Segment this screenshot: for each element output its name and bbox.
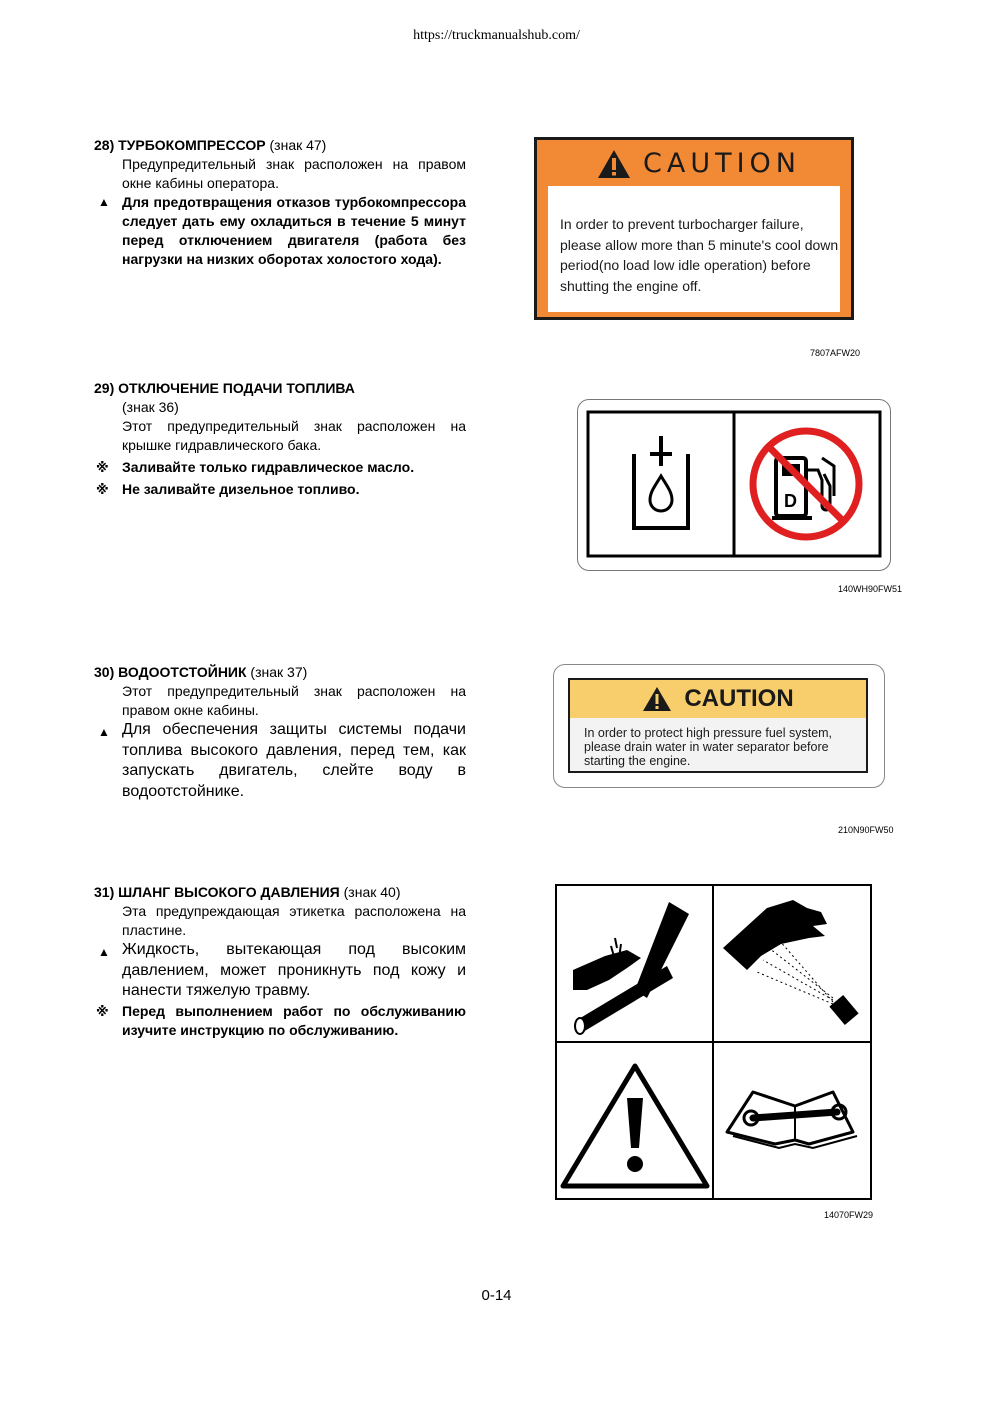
hose-cut-hand-icon	[573, 902, 689, 1034]
sign-location: Этот предупредительный знак расположен на крышке гидравлического бака.	[122, 418, 466, 453]
caution-heading: CAUTION	[684, 685, 794, 712]
caution-header	[537, 140, 851, 186]
caution-header	[570, 680, 866, 718]
warning-triangle-icon	[563, 1066, 707, 1186]
section-turbocharger	[94, 136, 466, 269]
caution-text: In order to protect high pressure fuel system, please drain water in water separator before starting the engine.	[584, 726, 833, 768]
figure-code: 14070FW29	[824, 1210, 874, 1220]
caution-text: In order to prevent turbocharger failure, please allow more than 5 minute's cool down period(no load low idle operation) before shutting the engine off.	[548, 186, 840, 312]
note-text: Не заливайте дизельное топливо.	[122, 481, 360, 497]
note-item	[94, 480, 466, 499]
reference-mark-icon: ※	[96, 482, 109, 497]
section-heading	[94, 136, 466, 155]
hydraulic-oil-tank-icon	[634, 436, 688, 528]
fluid-jet-hand-icon	[723, 900, 859, 1025]
figure-code: 210N90FW50	[838, 825, 894, 835]
sign-high-pressure-fluid	[555, 884, 872, 1200]
warning-item	[94, 940, 466, 1002]
sign-location: Этот предупредительный знак расположен на правом окне кабины.	[122, 683, 466, 718]
figure-code: 140WH90FW51	[838, 584, 903, 594]
service-manual-icon	[727, 1092, 857, 1148]
warning-text: Для предотвращения отказов турбокомпрессора следует дать ему охладиться в течение 5 минут перед отключением двигателя (работа без нагрузки на низких оборотах холостого хода).	[122, 194, 466, 267]
caution-sign-water-separator	[553, 664, 885, 788]
sign-location: Эта предупреждающая этикетка расположена на пластине.	[122, 903, 466, 938]
warning-item	[94, 193, 466, 269]
section-title: 29) ОТКЛЮЧЕНИЕ ПОДАЧИ ТОПЛИВА	[94, 380, 355, 396]
section-water-separator	[94, 663, 466, 802]
note-text: Перед выполнением работ по обслуживанию изучите инструкцию по обслуживанию.	[122, 1002, 466, 1038]
sign-reference: (знак 37)	[250, 664, 308, 680]
sign-hydraulic-oil-only	[577, 399, 891, 571]
warning-triangle-icon: ▲	[98, 195, 110, 209]
sign-reference: (знак 47)	[269, 137, 327, 153]
reference-mark-icon: ※	[96, 460, 109, 475]
sign-reference: (знак 40)	[343, 884, 401, 900]
page-number: 0-14	[481, 1287, 512, 1304]
no-diesel-fuel-icon	[753, 431, 859, 537]
note-text: Заливайте только гидравлическое масло.	[122, 459, 415, 475]
warning-triangle-icon: ▲	[98, 945, 110, 959]
section-title: 30) ВОДООТСТОЙНИК	[94, 664, 247, 680]
warning-text: Жидкость, вытекающая под высоким давлением, может проникнуть под кожу и нанести тяжелую травму.	[122, 941, 466, 999]
section-heading	[94, 883, 466, 902]
warning-triangle-icon: ▲	[98, 725, 110, 739]
caution-heading: CAUTION	[643, 147, 801, 179]
warning-text: Для обеспечения защиты системы подачи топлива высокого давления, перед тем, как запускать двигатель, слейте воду в водоотстойнике.	[122, 721, 466, 800]
warning-triangle-icon	[642, 686, 672, 712]
sign-reference: (знак 36)	[122, 399, 179, 415]
section-title: 31) ШЛАНГ ВЫСОКОГО ДАВЛЕНИЯ	[94, 884, 340, 900]
section-heading	[94, 663, 466, 682]
note-item	[94, 458, 466, 477]
section-fuel-cutoff	[94, 379, 466, 499]
warning-item	[94, 720, 466, 802]
section-title: 28) ТУРБОКОМПРЕССОР	[94, 137, 266, 153]
section-high-pressure-hose	[94, 883, 466, 1040]
sign-location: Предупредительный знак расположен на правом окне кабины оператора.	[122, 156, 466, 191]
page-url: https://truckmanualshub.com/	[413, 28, 580, 43]
note-item	[94, 1002, 466, 1040]
svg-text:D: D	[784, 491, 797, 511]
warning-triangle-icon	[597, 149, 631, 179]
caution-sign-turbocharger	[534, 137, 854, 320]
figure-code: 7807AFW20	[810, 348, 861, 358]
reference-mark-icon: ※	[96, 1003, 109, 1019]
